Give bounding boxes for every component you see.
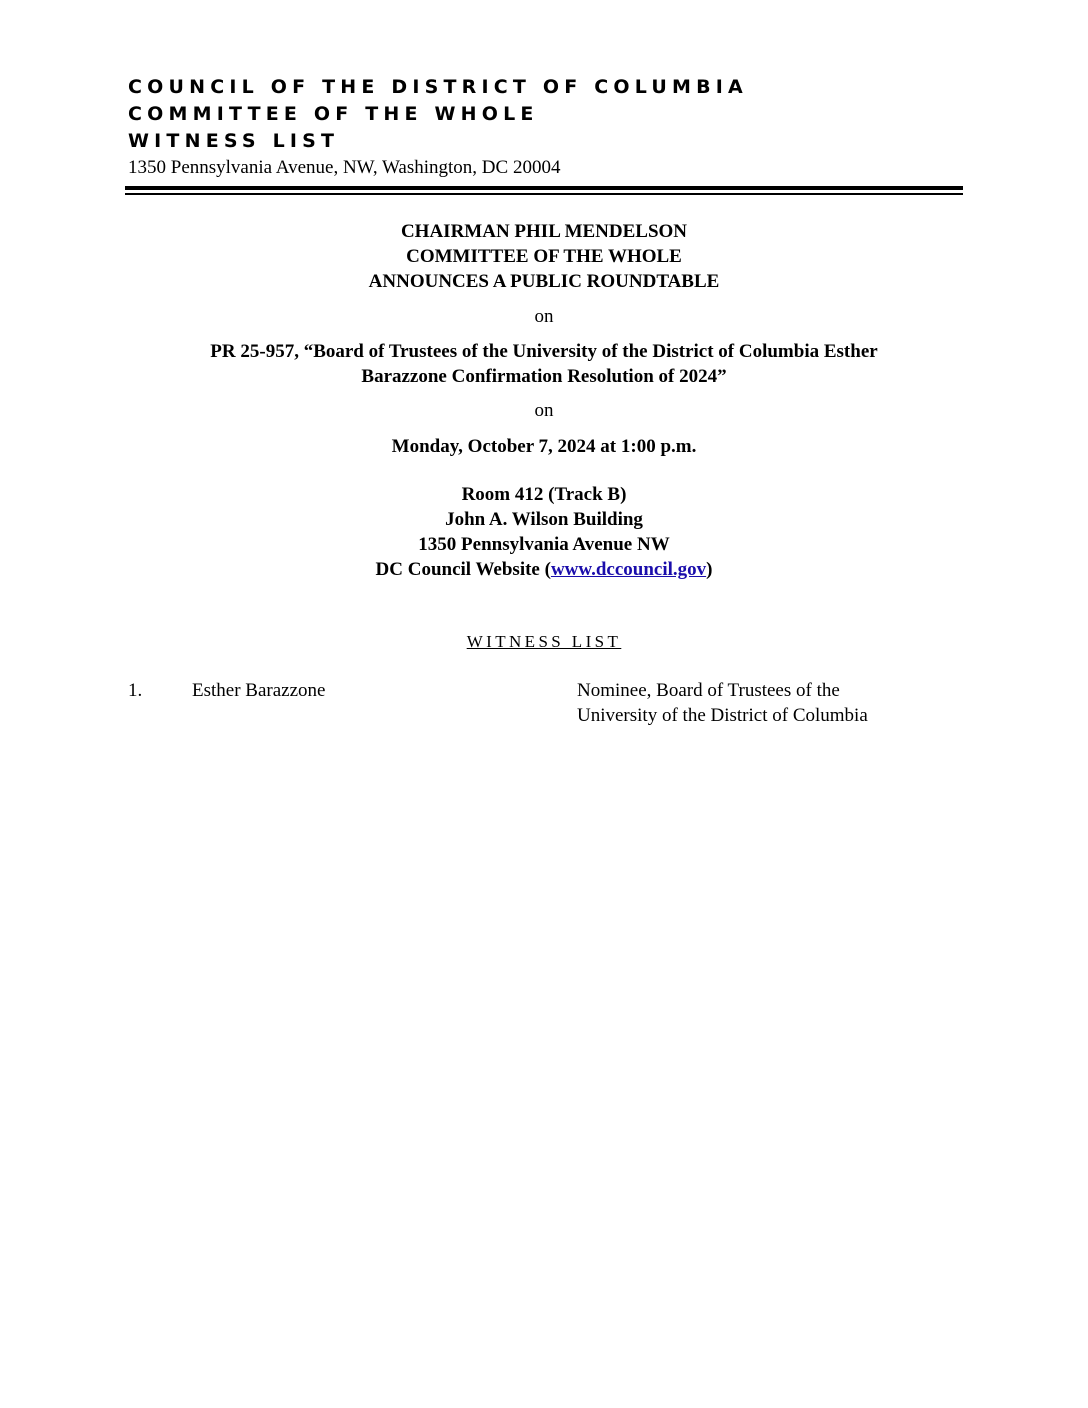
witness-title [577, 678, 957, 728]
witness-list-heading-text: WITNESS LIST [466, 632, 622, 651]
venue-website-line [0, 557, 1088, 582]
connector-on-1: on [534, 306, 554, 327]
website-suffix: ) [706, 559, 713, 580]
connector-on-2: on [534, 400, 554, 421]
witness-title-line-1: Nominee, Board of Trustees of the [577, 680, 840, 701]
letterhead-document-type: WITNESS LIST [128, 130, 340, 152]
announcement-chairman: CHAIRMAN PHIL MENDELSON [400, 221, 688, 242]
website-prefix: DC Council Website ( [375, 559, 551, 580]
header-rule-thin [125, 193, 963, 195]
measure-title-line-1: PR 25-957, “Board of Trustees of the University of the District of Columbia Esther [210, 341, 878, 362]
hearing-date: Monday, October 7, 2024 at 1:00 p.m. [391, 436, 697, 457]
announcement-committee: COMMITTEE OF THE WHOLE [406, 246, 682, 267]
letterhead-address: 1350 Pennsylvania Avenue, NW, Washington, DC 20004 [128, 157, 561, 178]
letterhead [128, 74, 963, 180]
venue-building: John A. Wilson Building [445, 509, 643, 530]
witness-title-line-2: University of the District of Columbia [577, 705, 868, 726]
witness-number: 1. [128, 680, 143, 701]
witness-list-heading [0, 630, 1088, 654]
header-rule-thick [125, 186, 963, 190]
measure-title [0, 339, 1088, 389]
announcement-block [0, 219, 1088, 294]
venue-block [0, 482, 1088, 582]
website-link[interactable]: www.dccouncil.gov [550, 559, 707, 580]
venue-room: Room 412 (Track B) [461, 484, 627, 505]
venue-street: 1350 Pennsylvania Avenue NW [418, 534, 670, 555]
announcement-roundtable: ANNOUNCES A PUBLIC ROUNDTABLE [368, 271, 720, 292]
witness-name: Esther Barazzone [192, 680, 326, 701]
measure-title-line-2: Barazzone Confirmation Resolution of 2024” [361, 366, 727, 387]
letterhead-committee-name: COMMITTEE OF THE WHOLE [128, 103, 539, 125]
letterhead-council-name: COUNCIL OF THE DISTRICT OF COLUMBIA [128, 76, 748, 98]
